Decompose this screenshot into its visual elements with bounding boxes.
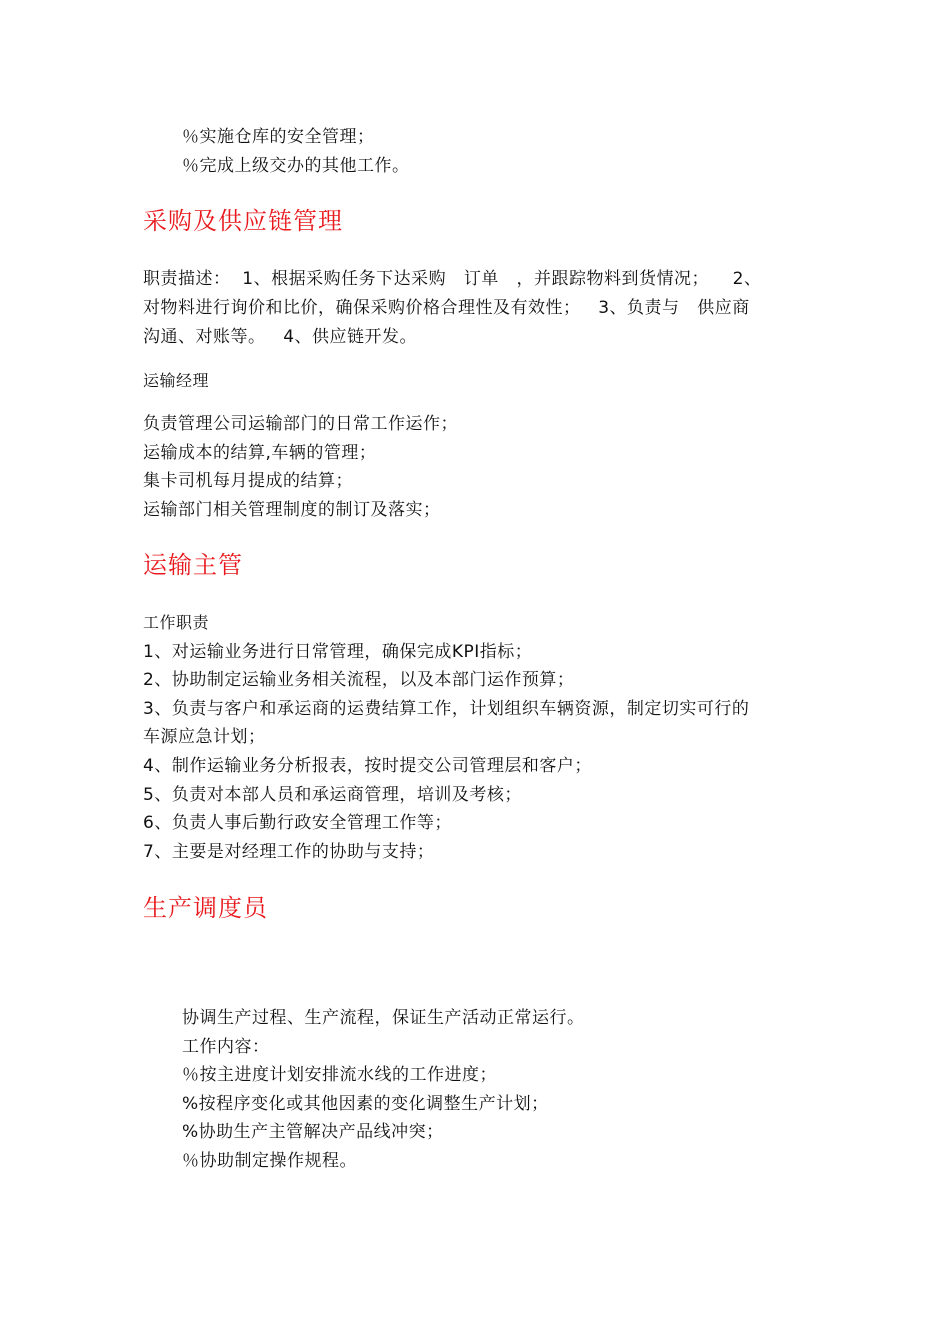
scheduler-content-label: 工作内容： xyxy=(182,1037,270,1057)
transport-duty: 6、负责人事后勤行政安全管理工作等； xyxy=(143,813,452,833)
section-heading-scheduler: 生产调度员 xyxy=(143,894,268,922)
transport-manager-duty: 运输部门相关管理制度的制订及落实； xyxy=(143,500,441,520)
procurement-desc-line: 沟通、对账等。 4、供应链开发。 xyxy=(143,327,418,347)
transport-duty: 5、负责对本部人员和承运商管理，培训及考核； xyxy=(143,785,522,805)
transport-manager-duty: 负责管理公司运输部门的日常工作运作； xyxy=(143,414,458,434)
transport-duty: 2、协助制定运输业务相关流程，以及本部门运作预算； xyxy=(143,670,575,690)
transport-duty: 车源应急计划； xyxy=(143,727,266,747)
transport-duty: 1、对运输业务进行日常管理，确保完成KPI指标； xyxy=(143,642,533,662)
section-heading-procurement: 采购及供应链管理 xyxy=(143,207,343,235)
transport-duty: 7、主要是对经理工作的协助与支持； xyxy=(143,842,435,862)
section-heading-transport: 运输主管 xyxy=(143,551,243,579)
scheduler-summary: 协调生产过程、生产流程，保证生产活动正常运行。 xyxy=(182,1008,585,1028)
scheduler-item: %协助生产主管解决产品线冲突； xyxy=(182,1122,444,1142)
transport-manager-duty: 集卡司机每月提成的结算； xyxy=(143,471,353,491)
scheduler-item: ％按主进度计划安排流水线的工作进度； xyxy=(182,1065,497,1085)
transport-manager-duty: 运输成本的结算,车辆的管理； xyxy=(143,443,377,463)
procurement-desc-line: 对物料进行询价和比价，确保采购价格合理性及有效性； 3、负责与 供应商 xyxy=(143,298,750,318)
transport-subtitle: 工作职责 xyxy=(143,613,210,632)
scheduler-item: ％协助制定操作规程。 xyxy=(182,1151,357,1171)
procurement-desc-line: 职责描述： 1、根据采购任务下达采购 订单 ，并跟踪物料到货情况； 2、 xyxy=(143,269,762,289)
transport-duty: 4、制作运输业务分析报表，按时提交公司管理层和客户； xyxy=(143,756,592,776)
transport-manager-subtitle: 运输经理 xyxy=(143,371,210,390)
transport-duty: 3、负责与客户和承运商的运费结算工作，计划组织车辆资源，制定切实可行的 xyxy=(143,699,750,719)
top-list-item: ％完成上级交办的其他工作。 xyxy=(182,156,410,176)
top-list-item: ％实施仓库的安全管理； xyxy=(182,127,375,147)
scheduler-item: %按程序变化或其他因素的变化调整生产计划； xyxy=(182,1094,549,1114)
